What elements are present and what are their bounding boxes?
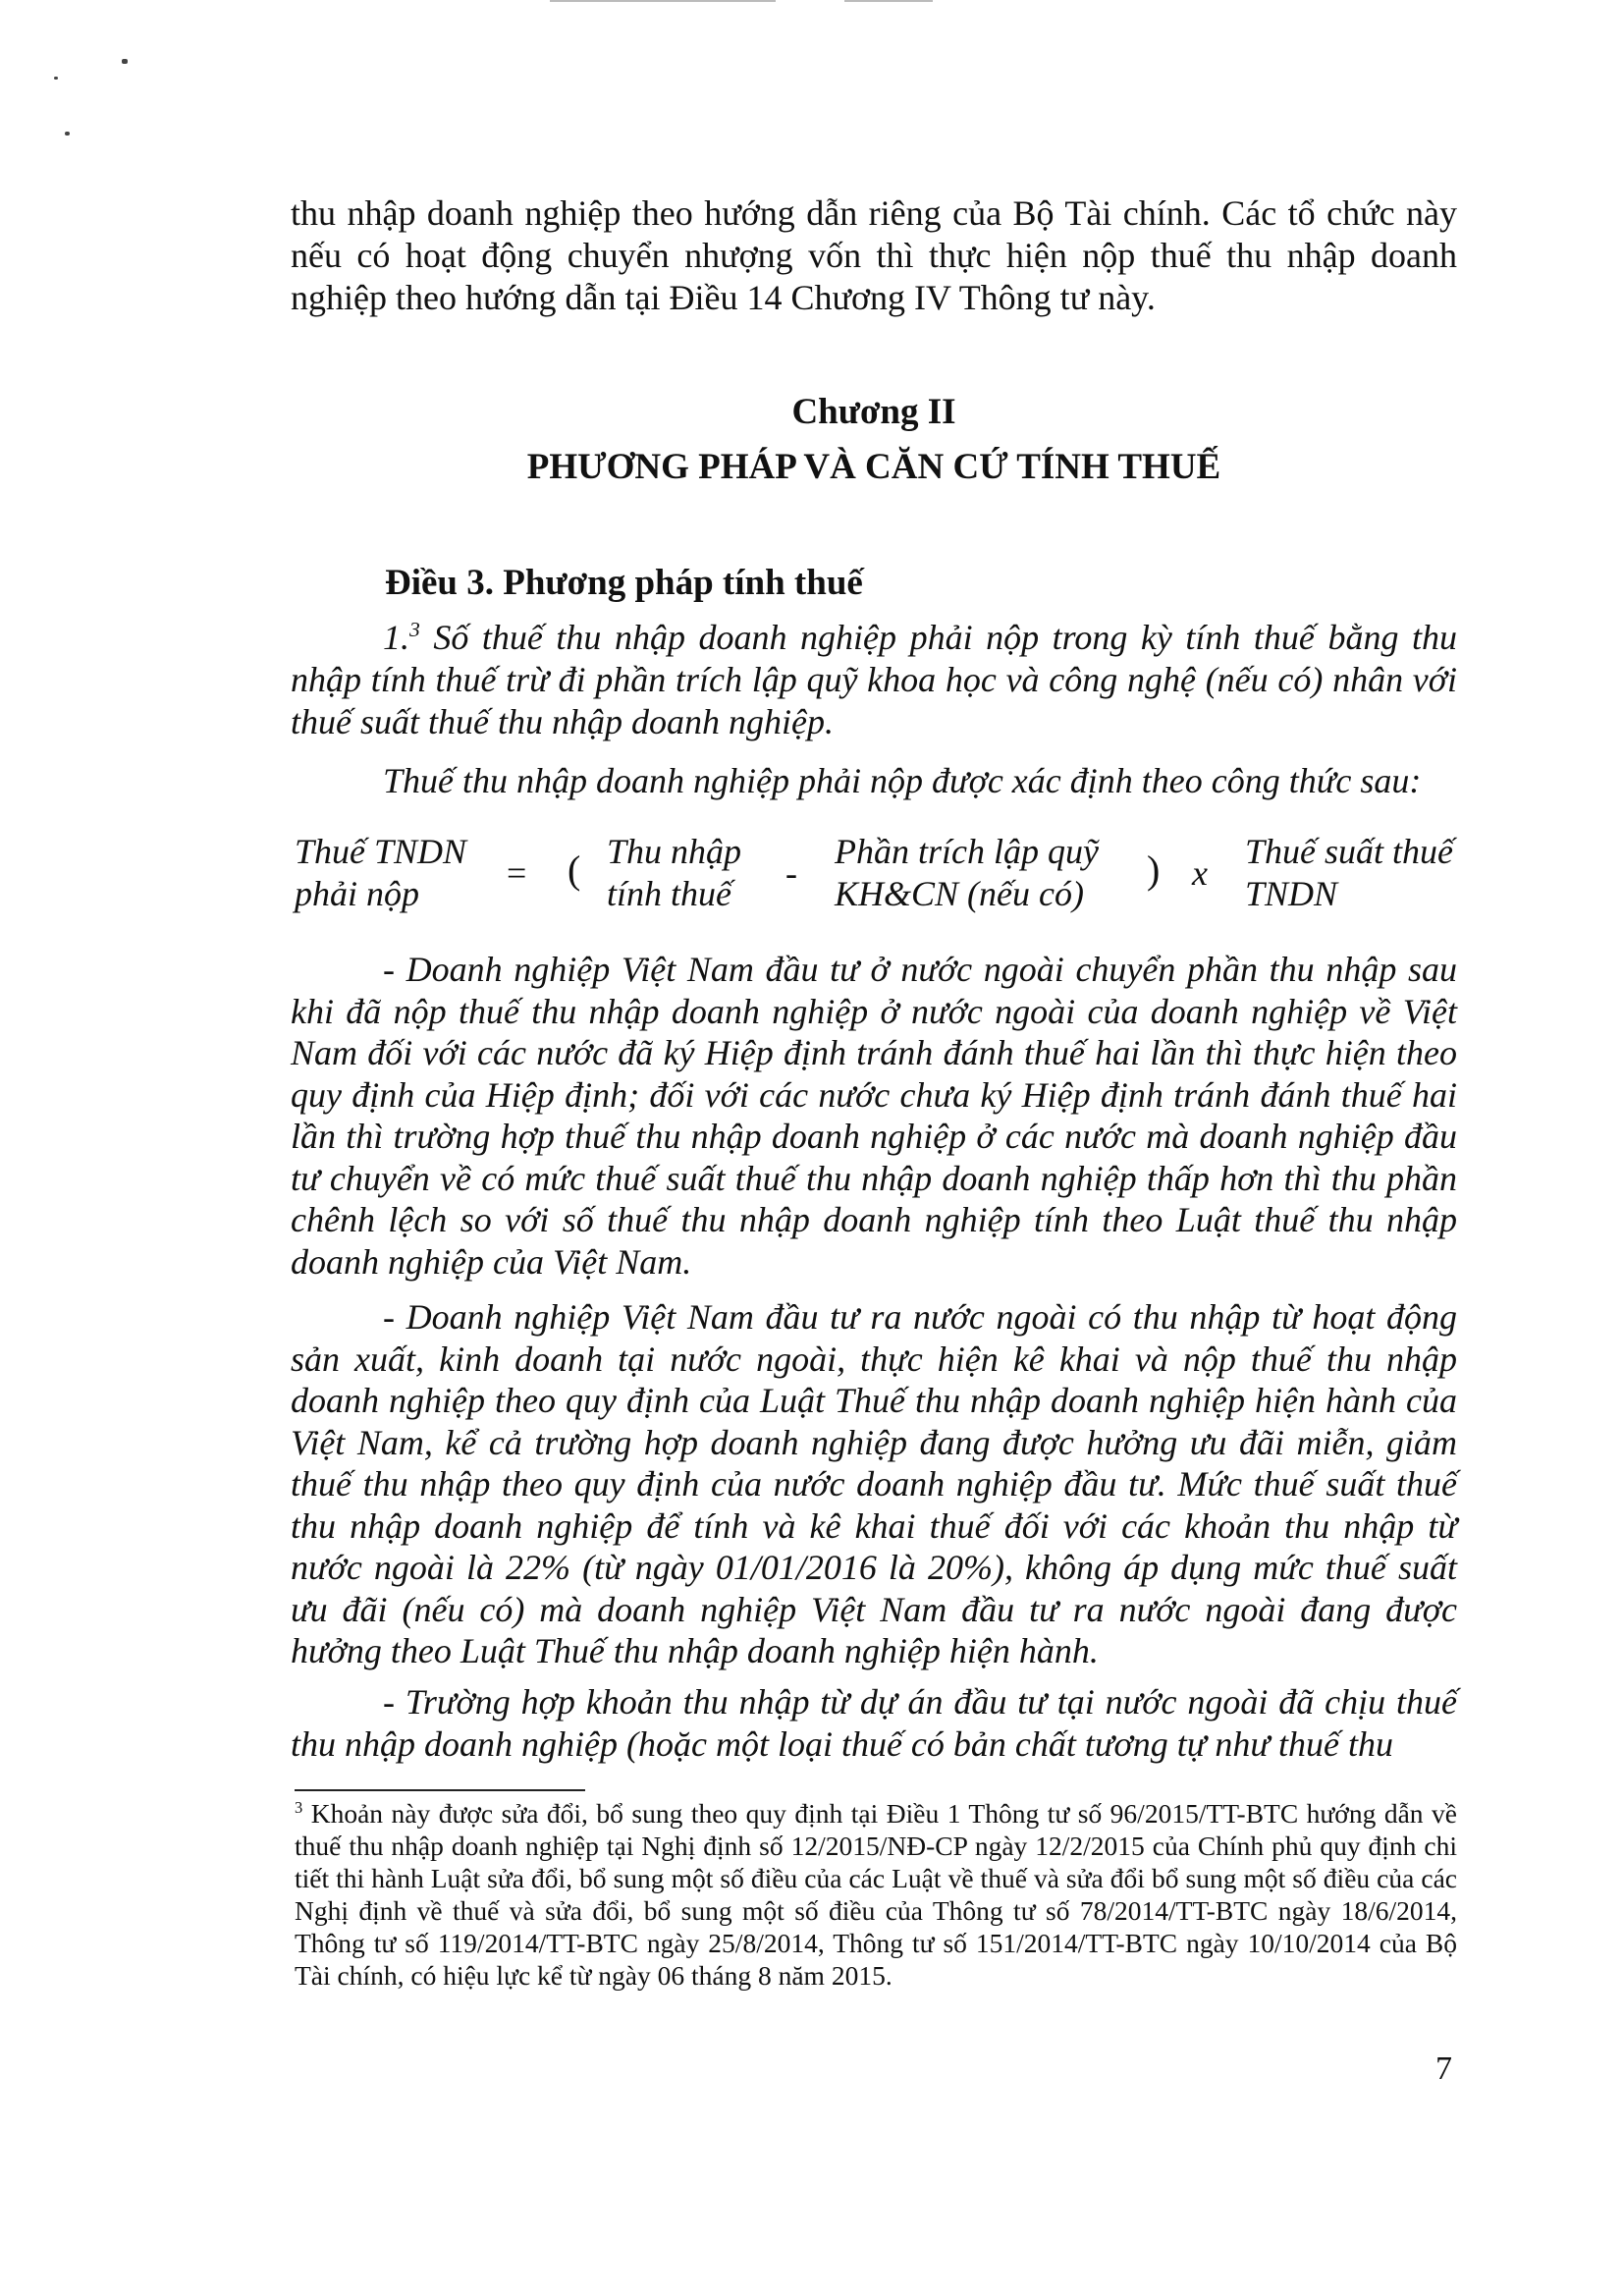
paragraph-overseas-transfer: - Doanh nghiệp Việt Nam đầu tư ở nước ngoài chuyển phần thu nhập sau khi đã nộp thuế thu nhập doanh nghiệp ở nước ngoài của doanh nghiệp về Việt Nam đối với các nước đã ký Hiệp định tránh đánh thuế hai lần thì thực hiện theo quy định của Hiệp định; đối với các nước chưa ký Hiệp định tránh đánh thuế hai lần thì trường hợp thuế thu nhập doanh nghiệp ở các nước mà doanh nghiệp đầu tư chuyển về có mức thuế suất thuế thu nhập doanh nghiệp thấp hơn thì thu phần chênh lệch so với số thuế thu nhập doanh nghiệp tính theo Luật thuế thu nhập doanh nghiệp của Việt Nam. [291, 950, 1457, 1282]
item-text: Số thuế thu nhập doanh nghiệp phải nộp trong kỳ tính thuế bằng thu nhập tính thuế trừ đi phần trích lập quỹ khoa học và công nghệ (nếu có) nhân với thuế suất thuế thu nhập doanh nghiệp. [291, 618, 1457, 741]
intro-paragraph: thu nhập doanh nghiệp theo hướng dẫn riêng của Bộ Tài chính. Các tổ chức này nếu có hoạt động chuyển nhượng vốn thì thực hiện nộp thuế thu nhập doanh nghiệp theo hướng dẫn tại Điều 14 Chương IV Thông tư này. [291, 193, 1457, 317]
footnote-marker: 3 [295, 1797, 303, 1817]
footnote [295, 1797, 1457, 1992]
formula-fund-deduction: Phần trích lập quỹ KH&CN (nếu có) [835, 832, 1099, 913]
formula-result: Thuế TNDN phải nộp [295, 832, 467, 913]
chapter-number: Chương II [791, 392, 956, 432]
formula-equals: = [507, 853, 527, 893]
formula-intro: Thuế thu nhập doanh nghiệp phải nộp được xác định theo công thức sau: [383, 761, 1422, 800]
formula-taxable-income: Thu nhập tính thuế [607, 832, 742, 913]
scan-edge-mark [550, 0, 776, 2]
item-prefix: 1. [383, 618, 409, 657]
scan-edge-mark [844, 0, 933, 2]
footnote-separator [295, 1789, 585, 1791]
formula-minus: - [785, 853, 797, 893]
footnote-text: Khoản này được sửa đổi, bổ sung theo quy định tại Điều 1 Thông tư số 96/2015/TT-BTC hướng dẫn về thuế thu nhập doanh nghiệp tại Nghị định số 12/2015/NĐ-CP ngày 12/2/2015 của Chính phủ quy định chi tiết thi hành Luật sửa đổi, bổ sung một số điều của các Luật về thuế và sửa đổi bổ sung một số điều của các Nghị định về thuế và sửa đổi, bổ sung một số điều của Thông tư số 78/2014/TT-BTC ngày 18/6/2014, Thông tư số 119/2014/TT-BTC ngày 25/8/2014, Thông tư số 151/2014/TT-BTC ngày 10/10/2014 của Bộ Tài chính, có hiệu lực kể từ ngày 06 tháng 8 năm 2015. [295, 1798, 1457, 1991]
chapter-title: PHƯƠNG PHÁP VÀ CĂN CỨ TÍNH THUẾ [526, 447, 1221, 487]
formula-times: x [1192, 853, 1208, 893]
scan-speck [54, 77, 58, 80]
formula-tax-rate: Thuế suất thuế TNDN [1245, 832, 1453, 913]
scan-speck [65, 132, 70, 136]
footnote-ref[interactable]: 3 [409, 618, 420, 641]
page-number: 7 [1435, 2050, 1452, 2087]
article-item-1 [291, 617, 1457, 743]
scan-speck [122, 59, 128, 64]
article-heading: Điều 3. Phương pháp tính thuế [385, 563, 863, 603]
paragraph-overseas-income: - Doanh nghiệp Việt Nam đầu tư ra nước ngoài có thu nhập từ hoạt động sản xuất, kinh doanh tại nước ngoài, thực hiện kê khai và nộp thuế thu nhập doanh nghiệp theo quy định của Luật Thuế thu nhập doanh nghiệp hiện hành của Việt Nam, kể cả trường hợp doanh nghiệp đang được hưởng ưu đãi miễn, giảm thuế thu nhập theo quy định của nước doanh nghiệp đầu tư. Mức thuế suất thuế thu nhập doanh nghiệp để tính và kê khai thuế đối với các khoản thu nhập từ nước ngoài là 22% (từ ngày 01/01/2016 là 20%), không áp dụng mức thuế suất ưu đãi (nếu có) mà doanh nghiệp Việt Nam đầu tư ra nước ngoài đang được hưởng theo Luật Thuế thu nhập doanh nghiệp hiện hành. [291, 1297, 1457, 1670]
formula-open-paren: ( [568, 847, 581, 892]
paragraph-foreign-tax-paid: - Trường hợp khoản thu nhập từ dự án đầu tư tại nước ngoài đã chịu thuế thu nhập doanh nghiệp (hoặc một loại thuế có bản chất tương tự như thuế thu [291, 1682, 1457, 1764]
formula-close-paren: ) [1147, 847, 1161, 892]
